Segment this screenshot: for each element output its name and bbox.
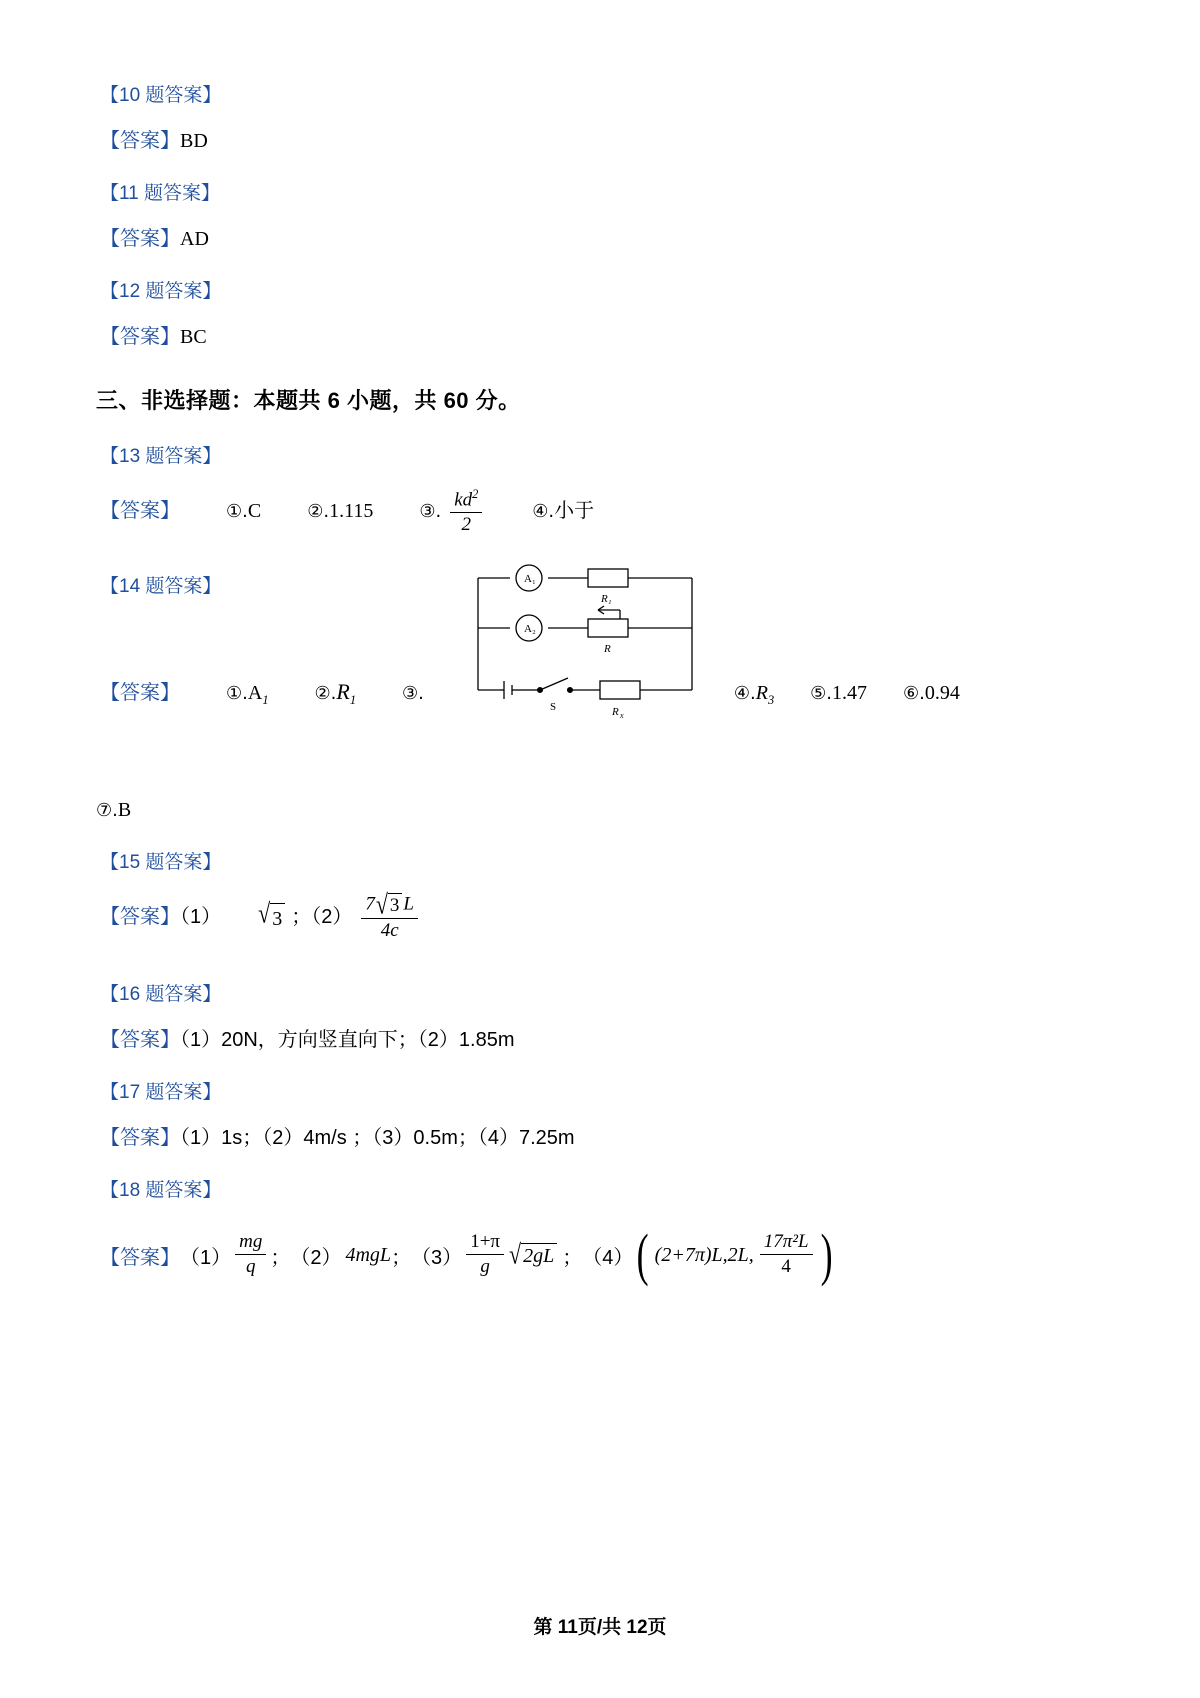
answer-line-13 [100, 488, 1100, 537]
resistor-x-sub: x [620, 711, 624, 720]
circuit-diagram [470, 560, 700, 725]
q18-part4-label: （4） [582, 1246, 634, 1269]
q18-part3-fraction [466, 1231, 504, 1278]
switch-label: S [550, 701, 557, 713]
q15-part1-label: （1） [180, 905, 222, 928]
q18-p3-radicand: 2gL [521, 1243, 557, 1268]
q13-frac-numerator: kd [454, 489, 473, 511]
q18-part4-group [633, 1222, 836, 1288]
answer-tag-18: 【18 题答案】 [100, 1179, 222, 1201]
q14-part6-num: ⑥. [903, 683, 925, 705]
answer-tag-12: 【12 题答案】 [100, 281, 222, 302]
q18-p2-value: 4mgL [345, 1243, 392, 1266]
q13-fraction [450, 487, 482, 536]
q18-p3-sqrt: √ 2gL [509, 1243, 557, 1268]
q15-separator: ； [291, 905, 312, 928]
q18-p3-num: 1+π [466, 1231, 504, 1255]
q14-part4-value: R [755, 682, 768, 705]
answer-tag-15: 【15 题答案】 [100, 852, 222, 873]
q14-part2-num: ②. [314, 683, 337, 705]
q14-part7-num: ⑦. [96, 800, 118, 821]
answer-tag-14: 【14 题答案】 [100, 576, 222, 598]
answer-line-14-part7 [96, 796, 1100, 825]
resistor1-label: R₁ [601, 593, 612, 605]
q13-part4-value: 小于 [554, 500, 595, 523]
answer-tag-13: 【13 题答案】 [100, 446, 222, 467]
q18-p1-num: mg [235, 1231, 266, 1255]
section-heading: 三、非选择题：本题共 6 小题，共 60 分。 [96, 388, 521, 413]
answer-label-13: 【答案】 [100, 500, 180, 523]
q18-part1-label: （1） [180, 1246, 232, 1269]
q13-part1-value: C [247, 500, 262, 523]
q14-part1-sub: 1 [262, 693, 269, 708]
q18-p3-den: g [480, 1255, 490, 1277]
q18-part3-label: （3） [411, 1246, 463, 1269]
q13-part2-value: 1.115 [329, 500, 374, 523]
page-footer: 第 11页/共 12页 [533, 1617, 667, 1638]
q15-part2-label: （2） [311, 905, 353, 928]
q14-part2-sub: 1 [349, 693, 357, 708]
answer-label-17: 【答案】 [100, 1126, 180, 1149]
q14-part4-num: ④. [733, 683, 756, 705]
right-paren: ) [820, 1222, 833, 1288]
answer-value-11: AD [180, 228, 209, 250]
answer-value-12: BC [180, 326, 207, 348]
q14-part1-num: ①. [226, 683, 248, 705]
q14-part1-value: A [247, 682, 263, 705]
q17-answer-text: （1）1s；（2）4m/s ；（3）0.5m；（4）7.25m [180, 1126, 575, 1149]
ammeter1-label: A₁ [524, 573, 536, 585]
answer-tag-16: 【16 题答案】 [100, 983, 222, 1005]
answer-label-18: 【答案】 [100, 1246, 180, 1269]
q13-part4-num: ④. [532, 501, 555, 523]
q16-answer-text: （1）20N，方向竖直向下；（2）1.85m [180, 1028, 515, 1051]
answer-line-12 [100, 323, 1100, 352]
q14-part4-sub: 3 [767, 693, 775, 708]
answer-tag-10: 【10 题答案】 [100, 85, 222, 106]
ammeter2-label: A₂ [524, 623, 536, 635]
answer-line-18 [100, 1222, 1100, 1288]
q13-frac-exponent: 2 [472, 487, 479, 501]
q18-p1-den: q [245, 1255, 256, 1277]
q14-part2-value: R [336, 679, 350, 705]
q18-p4-num: 17π²L [760, 1231, 813, 1255]
q18-p4-text: (2+7π)L,2L, [654, 1243, 754, 1266]
answer-label-10: 【答案】 [100, 130, 180, 152]
answer-line-17 [100, 1124, 1100, 1153]
q18-part1-fraction [235, 1231, 266, 1278]
answer-line-16 [100, 1026, 1100, 1055]
q18-p4-fraction [760, 1231, 813, 1278]
answer-label-15: 【答案】 [100, 905, 180, 928]
q15-part2-fraction: 7 √ 3 L 4c [361, 893, 418, 942]
q13-part2-num: ②. [307, 501, 330, 523]
q14-part5-value: 1.47 [832, 682, 868, 705]
q13-part1-num: ①. [226, 501, 248, 523]
answer-label-11: 【答案】 [100, 228, 180, 250]
answer-label-16: 【答案】 [100, 1028, 180, 1051]
q14-part5-num: ⑤. [810, 683, 833, 705]
answer-label-12: 【答案】 [100, 326, 180, 348]
q18-p4-den: 4 [781, 1255, 791, 1277]
q18-sep1: ； [270, 1246, 291, 1269]
left-paren: ( [637, 1222, 649, 1288]
answer-label-14: 【答案】 [100, 682, 180, 705]
q18-sep2: ； [391, 1246, 412, 1269]
answer-tag-11: 【11 题答案】 [100, 183, 221, 204]
answer-tag-17: 【17 题答案】 [100, 1081, 222, 1103]
answer-line-15 [100, 888, 1100, 943]
q13-part3-num: ③. [419, 501, 442, 523]
rheostat-label: R [604, 643, 611, 655]
answer-line-11 [100, 225, 1100, 254]
q14-part3-num: ③. [402, 683, 424, 705]
q13-frac-denominator: 2 [461, 514, 471, 536]
q18-part2-label: （2） [290, 1246, 342, 1269]
q18-sep3: ； [562, 1246, 583, 1269]
q14-part7-value: B [117, 799, 132, 821]
q14-part6-value: 0.94 [924, 682, 960, 705]
resistor-x-label: R [612, 706, 619, 718]
answer-value-10: BD [180, 130, 208, 152]
q15-part1-value: √ 3 [258, 903, 285, 934]
answer-line-10 [100, 127, 1100, 156]
